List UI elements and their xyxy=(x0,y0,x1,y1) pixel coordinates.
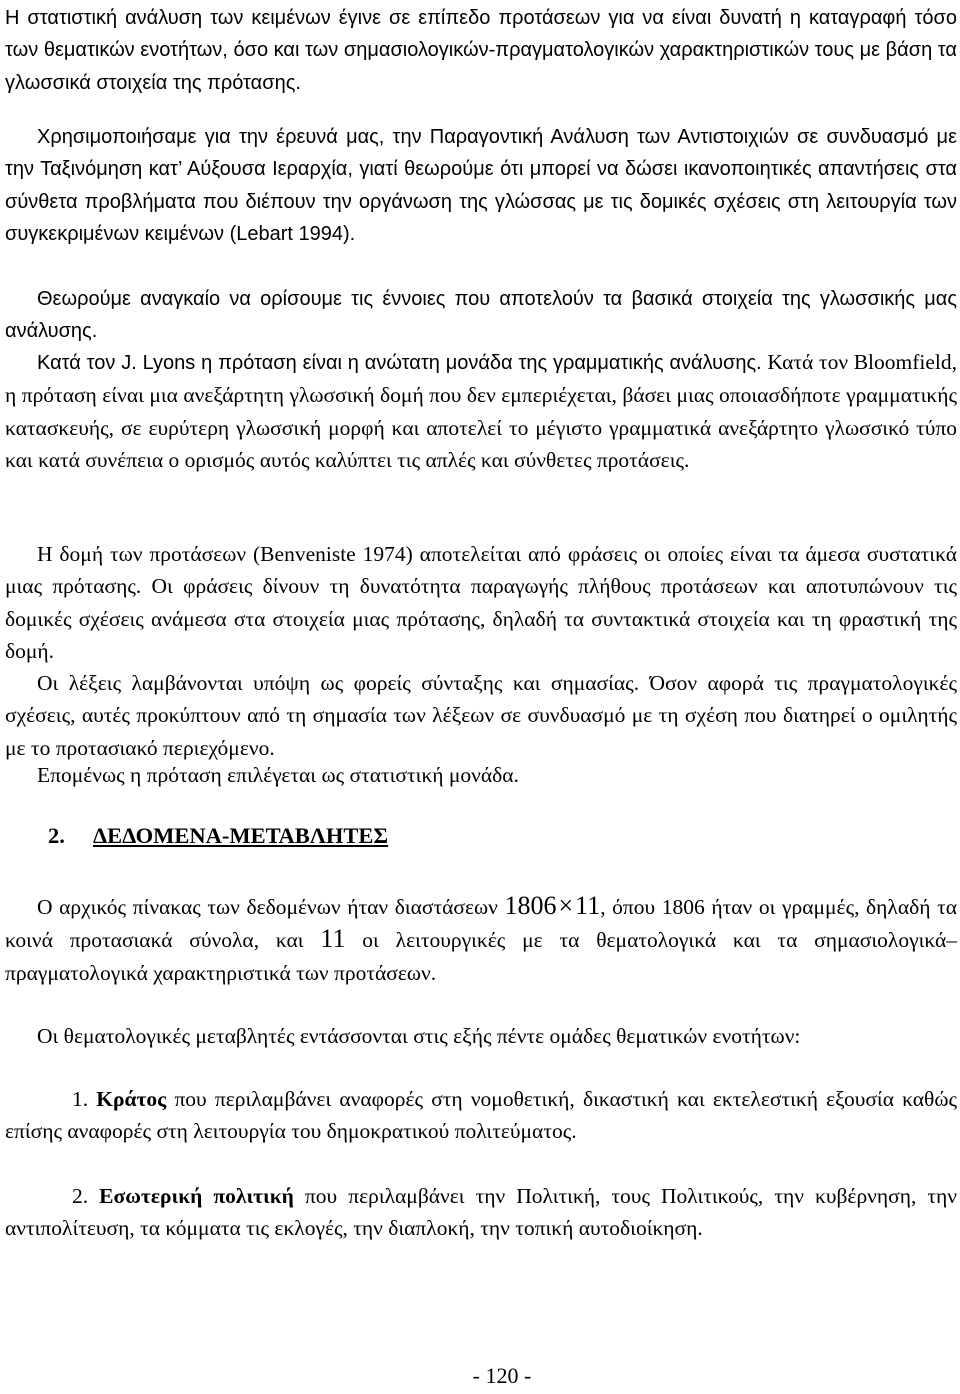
paragraph-text: Επομένως η πρόταση επιλέγεται ως στατιστική μονάδα. xyxy=(37,763,519,787)
paragraph-sentence-structure xyxy=(5,538,957,668)
paragraph-text: Η δομή των προτάσεων (Benveniste 1974) αποτελείται από φράσεις οι οποίες είναι τα άμεσα συστατικά μιας πρότασης. Οι φράσεις δίνουν τη δυνατότητα παραγωγής πλήθους προτάσεων και αποτυπώνουν τις δομικές σχέσεις ανάμεσα στα στοιχεία μιας πρότασης, δηλαδή τα συντακτικά στοιχεία και τη φραστική της δομή. xyxy=(5,542,957,664)
section-heading xyxy=(48,819,388,853)
paragraph-sentence-definition xyxy=(5,346,957,477)
paragraph-statistical-analysis xyxy=(5,2,957,99)
paragraph-text: Ο αρχικός πίνακας των δεδομένων ήταν διαστάσεων xyxy=(37,895,498,919)
bloomfield-definition: Κατά τον Bloomfield, η πρόταση είναι μια ανεξάρτητη γλωσσική δομή που δεν εμπεριέχεται, βάσει μιας οποιασδήποτε γραμματικής κατασκευής, σε ευρύτερη γλωσσική μορφή και αποτελεί το μέγιστο γραμματικά ανεξάρτητο γλωσσικό τύπο και κατά συνέπεια ο ορισμός αυτός καλύπτει τις απλές και σύνθετες προτάσεις. xyxy=(5,350,958,473)
page-number xyxy=(0,1362,960,1390)
paragraph-conclusion xyxy=(5,759,957,791)
paragraph-text: Η στατιστική ανάλυση των κειμένων έγινε σε επίπεδο προτάσεων για να είναι δυνατή η καταγραφή τόσο των θεματικών ενοτήτων, όσο και των σημασιολογικών-πραγματολογικών χαρακτηριστικών τους με βάση τα γλωσσικά στοιχεία της πρότασης. xyxy=(5,7,957,94)
list-item-text: που περιλαμβάνει την Πολιτική, τους Πολιτικούς, την κυβέρνηση, την αντιπολίτευση, τα κόμματα τις εκλογές, την διαπλοκή, την τοπική αυτοδιοίκηση. xyxy=(5,1184,957,1241)
matrix-cols: 11 xyxy=(575,891,601,920)
paragraph-text: Οι λέξεις λαμβάνονται υπόψη ως φορείς σύνταξης και σημασίας. Όσον αφορά τις πραγματολογικές σχέσεις, αυτές προκύπτουν από τη σημασία των λέξεων σε συνδυασμό με τη σχέση που διατηρεί ο ομιλητής με το προτασιακό περιεχόμενο. xyxy=(5,671,957,760)
paragraph-definitions xyxy=(5,283,957,348)
list-item-domestic-policy xyxy=(5,1180,957,1245)
paragraph-words xyxy=(5,667,957,764)
paragraph-text: Χρησιμοποιήσαμε για την έρευνά μας, την Παραγοντική Ανάλυση των Αντιστοιχιών σε συνδυασμό με την Ταξινόμηση κατ’ Αύξουσα Ιεραρχία, γιατί θεωρούμε ότι μπορεί να δώσει ικανοποιητικές απαντήσεις στα σύνθετα προβλήματα που διέπουν την οργάνωση της γλώσσας με τις δομικές σχέσεις στη λειτουργία των συγκεκριμένων κειμένων (Lebart 1994). xyxy=(5,126,957,246)
lyons-definition: Κατά τον J. Lyons η πρόταση είναι η ανώτατη μονάδα της γραμματικής ανάλυσης. xyxy=(37,352,762,374)
list-item-state xyxy=(5,1083,957,1148)
times-symbol: × xyxy=(558,891,574,920)
column-count: 11 xyxy=(320,924,346,954)
matrix-rows: 1806 xyxy=(504,891,557,920)
list-item-title: Εσωτερική πολιτική xyxy=(99,1184,294,1208)
paragraph-thematic-groups xyxy=(5,1020,957,1052)
paragraph-text: Θεωρούμε αναγκαίο να ορίσουμε τις έννοιες που αποτελούν τα βασικά στοιχεία της γλωσσικής μας ανάλυσης. xyxy=(5,288,957,343)
paragraph-text: οι λειτουργικές με τα θεματολογικά και τα σημασιολογικά–πραγματολογικά χαρακτηριστικά των προτάσεων. xyxy=(5,928,958,985)
list-item-title: Κράτος xyxy=(96,1087,167,1111)
list-item-number: 1. xyxy=(72,1087,89,1111)
list-item-text: που περιλαμβάνει αναφορές στη νομοθετική, δικαστική και εκτελεστική εξουσία καθώς επίσης αναφορές στη λειτουργία του δημοκρατικού πολιτεύματος. xyxy=(5,1087,958,1144)
section-number: 2. xyxy=(48,823,65,848)
section-title: ΔΕΔΟΜΕΝΑ-ΜΕΤΑΒΛΗΤΕΣ xyxy=(93,823,389,848)
paragraph-data-matrix xyxy=(5,890,957,989)
paragraph-methodology xyxy=(5,121,957,251)
paragraph-text: Οι θεματολογικές μεταβλητές εντάσσονται στις εξής πέντε ομάδες θεματικών ενοτήτων: xyxy=(37,1024,801,1048)
paragraph-text: , όπου 1806 ήταν οι γραμμές, δηλαδή τα κοινά προτασιακά σύνολα, και xyxy=(5,895,957,953)
list-item-number: 2. xyxy=(72,1184,89,1208)
page-number-text: - 120 - xyxy=(472,1363,532,1388)
